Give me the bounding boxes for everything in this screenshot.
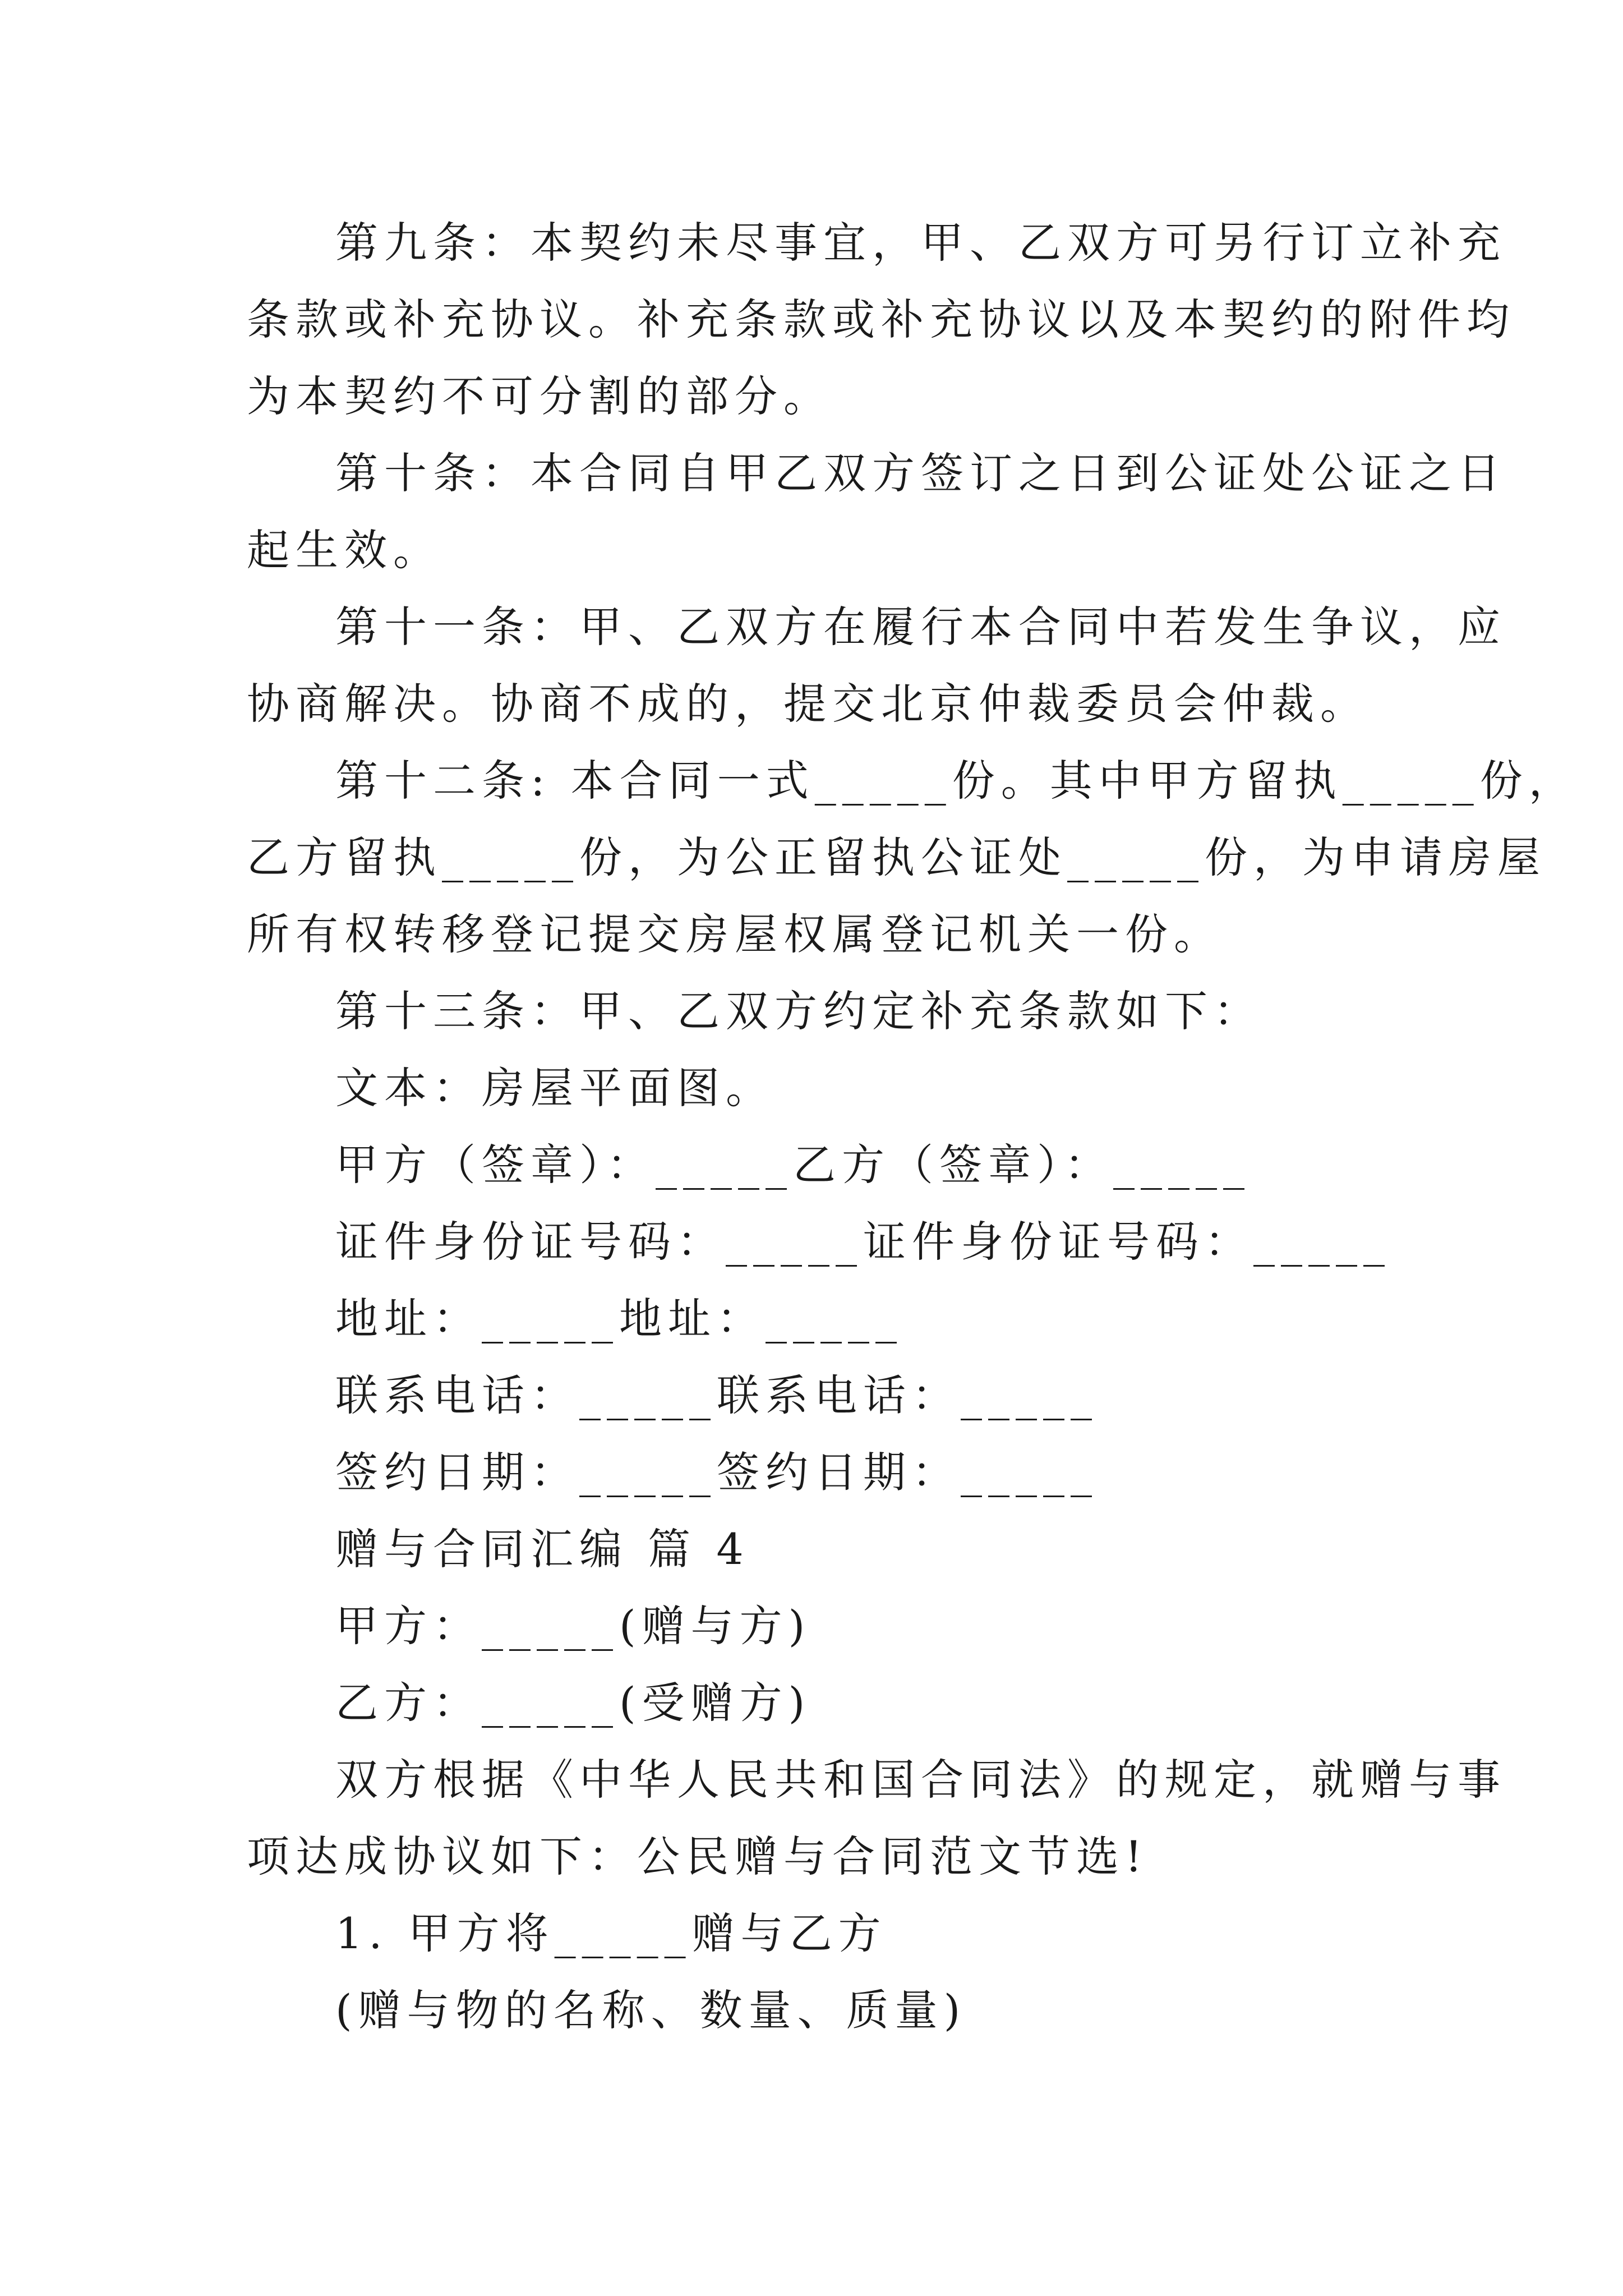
clause-9-line-2: 条款或补充协议。补充条款或补充协议以及本契约的附件均 (247, 295, 1515, 344)
item-1-note-line: (赠与物的名称、数量、质量) (335, 1985, 967, 2035)
id-number-line: 证件身份证号码：_____证件身份证号码：_____ (335, 1217, 1391, 1267)
section-heading: 赠与合同汇编 篇 4 (335, 1524, 750, 1574)
clause-9-line-1: 第九条：本契约未尽事宜，甲、乙双方可另行订立补充 (335, 218, 1506, 268)
item-1-line: 1. 甲方将_____赠与乙方 (335, 1908, 887, 1958)
clause-12-line-2: 乙方留执_____份，为公正留执公证处_____份，为申请房屋 (247, 832, 1546, 882)
address-line: 地址：_____地址：_____ (335, 1294, 903, 1343)
clause-13-line-1: 第十三条：甲、乙双方约定补充条款如下： (335, 986, 1262, 1036)
clause-11-line-2: 协商解决。协商不成的，提交北京仲裁委员会仲裁。 (247, 679, 1369, 729)
clause-9-line-3: 为本契约不可分割的部分。 (247, 371, 832, 421)
clause-10-line-2: 起生效。 (247, 525, 442, 575)
clause-12-line-1: 第十二条: 本合同一式_____份。其中甲方留执_____份， (335, 756, 1578, 806)
preamble-line-1: 双方根据《中华人民共和国合同法》的规定，就赠与事 (335, 1755, 1506, 1805)
sign-date-line: 签约日期：_____签约日期：_____ (335, 1447, 1098, 1497)
clause-11-line-1: 第十一条：甲、乙双方在履行本合同中若发生争议，应 (335, 602, 1506, 652)
party-a-line: 甲方：_____(赠与方) (335, 1601, 811, 1651)
attachment-line: 文本：房屋平面图。 (335, 1063, 774, 1113)
party-b-line: 乙方：_____(受赠方) (335, 1678, 811, 1728)
clause-12-line-3: 所有权转移登记提交房屋权属登记机关一份。 (247, 909, 1223, 959)
signature-line: 甲方（签章）：_____乙方（签章）：_____ (335, 1140, 1251, 1190)
phone-line: 联系电话：_____联系电话：_____ (335, 1370, 1098, 1420)
clause-10-line-1: 第十条：本合同自甲乙双方签订之日到公证处公证之日 (335, 448, 1506, 498)
preamble-line-2: 项达成协议如下：公民赠与合同范文节选! (247, 1832, 1149, 1881)
